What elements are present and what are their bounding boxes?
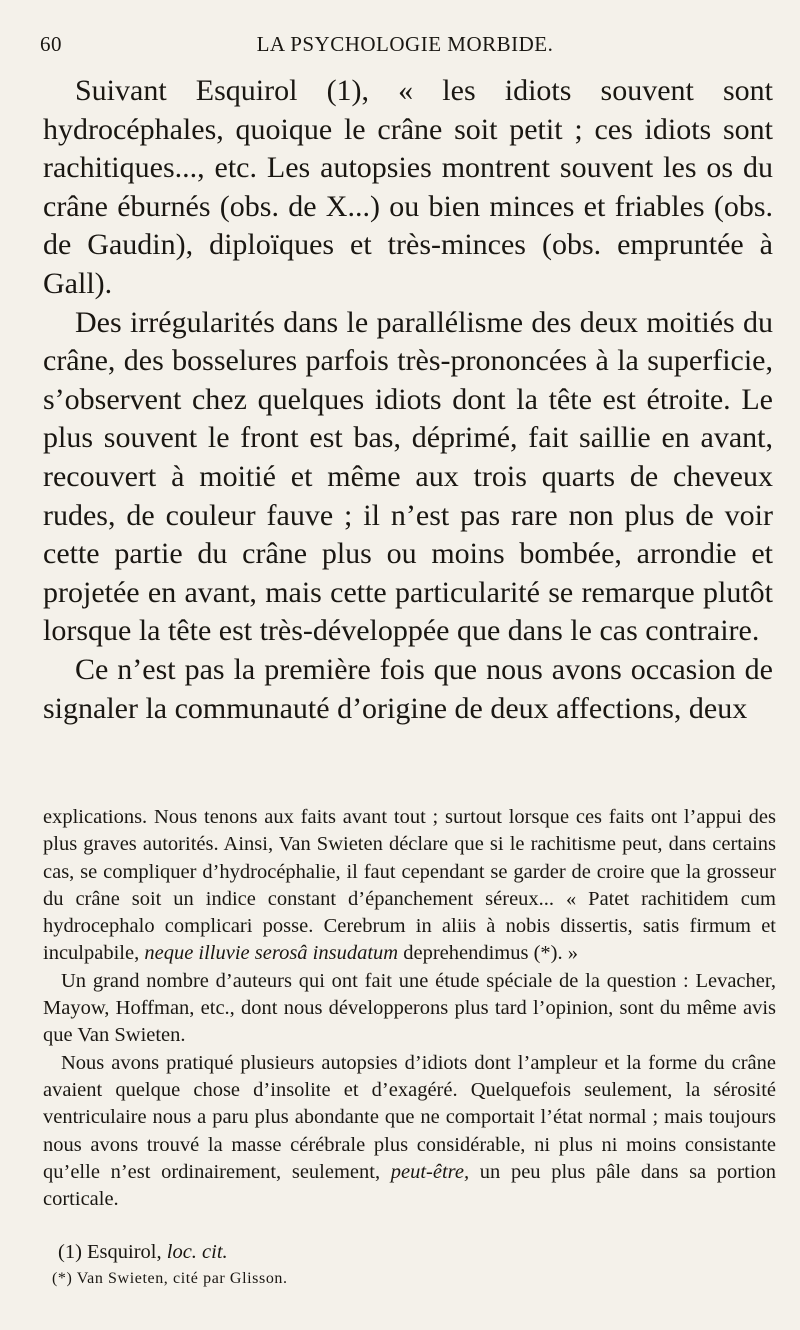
page-number: 60 xyxy=(40,32,62,56)
main-text xyxy=(43,72,773,728)
running-title: LA PSYCHOLOGIE MORBIDE. xyxy=(256,32,554,56)
note-italic: peut-être, xyxy=(390,1160,470,1183)
footnote-1-label: (1) Esquirol, xyxy=(58,1241,162,1263)
paragraph-1: Suivant Esquirol (1), « les idiots souvent sont hydrocéphales, quoique le crâne soit petit ; ces idiots sont rachitiques..., etc. Les autopsies montrent souvent les os du crâne éburnés (obs. de X...) ou bien minces et friables (obs. de Gaudin), diploïques et très-minces (obs. empruntée à Gall). xyxy=(43,74,773,300)
note-text-end: un peu plus pâle dans sa portion corticale. xyxy=(43,1160,777,1211)
note-paragraph-3 xyxy=(43,1050,776,1214)
footnote-1 xyxy=(58,1238,228,1266)
page-header xyxy=(40,30,770,64)
note-paragraph-1 xyxy=(43,804,776,968)
paragraph-3: Ce n’est pas la première fois que nous avons occasion de signaler la communauté d’origine de deux affections, deux xyxy=(43,652,773,725)
paragraph-2: Des irrégularités dans le parallélisme des deux moitiés du crâne, des bosselures parfois très-prononcées à la superficie, s’observent chez quelques idiots dont la tête est étroite. Le plus souvent le front est bas, déprimé, fait saillie en avant, recouvert à moitié et même aux trois quarts de cheveux rudes, de couleur fauve ; il n’est pas rare non plus de voir cette partie du crâne plus ou moins bombée, arrondie et projetée en avant, mais cette particularité se remarque plutôt lorsque la tête est très-développée que dans le cas contraire. xyxy=(43,305,773,648)
note-text: explications. Nous tenons aux faits avant tout ; surtout lorsque ces faits ont l’appui des plus graves autorités. Ainsi, Van Swieten déclare que si le rachitisme peut, dans certains cas, se compliquer d’hydrocéphalie, il faut cependant se garder de croire que la grosseur du crâne soit un indice constant d’épanchement séreux... « Patet rachitidem cum hydrocephalo complicari posse. Cerebrum in aliis à nobis dissertis, satis firmum et inculpabile, xyxy=(43,806,776,965)
continued-note xyxy=(43,804,776,1217)
note-paragraph-2: Un grand nombre d’auteurs qui ont fait une étude spéciale de la question : Levacher, Mayow, Hoffman, etc., dont nous développerons plus tard l’opinion, sont du même avis que Van Swieten. xyxy=(43,969,776,1047)
footnote-1-italic: loc. cit. xyxy=(166,1241,228,1263)
footnote-2: (*) Van Swieten, cité par Glisson. xyxy=(52,1270,288,1287)
note-text-end: deprehendimus (*). » xyxy=(403,942,578,965)
note-text: Nous avons pratiqué plusieurs autopsies d’idiots dont l’ampleur et la forme du crâne avaient quelque chose d’insolite et d’exagéré. Quelquefois seulement, la sérosité ventriculaire nous a paru plus abondante que ne comportait l’état normal ; mais toujours nous avons trouvé la masse cérébrale plus considérable, ni plus ni moins consistante qu’elle n’est ordinairement, seulement, xyxy=(43,1051,776,1183)
note-latin-italic: neque illuvie serosâ insudatum xyxy=(144,942,399,965)
